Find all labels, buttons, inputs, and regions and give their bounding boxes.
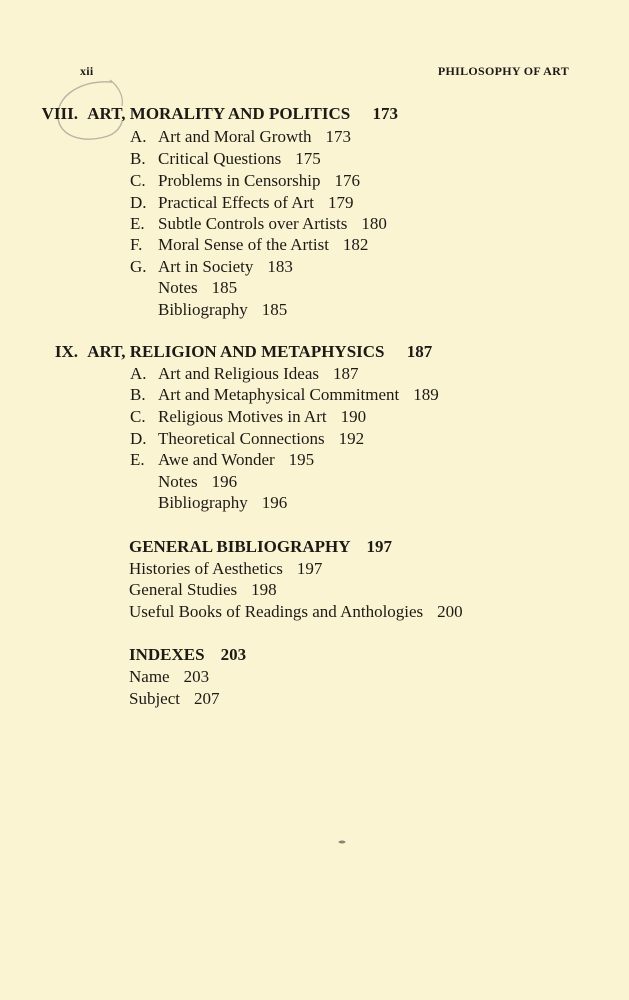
toc-entry: [130, 364, 359, 384]
toc-entry: [129, 602, 463, 622]
entry-letter: F.: [130, 235, 143, 254]
toc-entry: [130, 257, 293, 277]
entry-page: 176: [334, 171, 360, 190]
entry-page: 179: [327, 193, 354, 212]
toc-entry-bibliography: [158, 300, 287, 320]
toc-entry: [130, 149, 321, 169]
entry-title: Religious Motives in Art: [158, 407, 327, 426]
entry-title: Awe and Wonder: [158, 450, 275, 469]
section-page: 203: [220, 645, 247, 664]
entry-letter: D.: [130, 193, 147, 212]
entry-page: 182: [342, 235, 369, 254]
toc-entry: [129, 559, 322, 579]
section-title: GENERAL BIBLIOGRAPHY: [129, 537, 351, 556]
entry-letter: C.: [130, 171, 146, 190]
entry-title: Histories of Aesthetics: [129, 559, 283, 578]
entry-page: 203: [183, 667, 210, 686]
entry-letter: A.: [130, 127, 147, 146]
entry-page: 197: [296, 559, 323, 578]
running-head: [80, 64, 569, 79]
entry-page: 185: [261, 300, 288, 319]
entry-page: 187: [333, 364, 359, 383]
entry-letter: E.: [130, 214, 145, 233]
entry-page: 185: [211, 278, 238, 297]
entry-title: Theoretical Connections: [158, 429, 325, 448]
toc-entry-notes: [158, 278, 237, 298]
entry-title: Subject: [129, 689, 180, 708]
chapter-numeral: VIII.: [41, 104, 78, 123]
entry-letter: A.: [130, 364, 147, 383]
entry-page: 195: [288, 450, 315, 469]
entry-page: 190: [340, 407, 367, 426]
chapter-page: 173: [372, 104, 398, 123]
entry-title: Art in Society: [158, 257, 254, 276]
entry-page: 180: [361, 214, 387, 233]
entry-title: Bibliography: [158, 493, 248, 512]
entry-title: Art and Moral Growth: [158, 127, 312, 146]
page-number: xii: [80, 64, 94, 78]
toc-entry: [130, 450, 314, 470]
chapter-title: ART, RELIGION AND METAPHYSICS: [87, 342, 385, 361]
section-page: 197: [366, 537, 393, 556]
toc-entry: [130, 127, 351, 147]
entry-title: Moral Sense of the Artist: [158, 235, 329, 254]
entry-title: Critical Questions: [158, 149, 282, 168]
toc-entry: [130, 407, 366, 427]
entry-letter: B.: [130, 385, 146, 404]
entry-title: Art and Metaphysical Commitment: [158, 385, 400, 404]
entry-title: Art and Religious Ideas: [158, 364, 319, 383]
section-title: INDEXES: [129, 645, 205, 664]
entry-letter: D.: [130, 429, 147, 448]
entry-title: General Studies: [129, 580, 238, 599]
chapter-page: 187: [406, 342, 433, 361]
entry-page: 200: [437, 602, 463, 621]
entry-title: Notes: [158, 278, 198, 297]
entry-title: Notes: [158, 472, 198, 491]
entry-title: Bibliography: [158, 300, 248, 319]
toc-entry: [130, 214, 387, 234]
toc-entry: [130, 385, 439, 405]
entry-title: Useful Books of Readings and Anthologies: [129, 602, 424, 621]
toc-entry: [129, 667, 209, 687]
entry-page: 173: [325, 127, 351, 146]
toc-entry: [130, 193, 353, 213]
chapter-numeral: IX.: [54, 342, 78, 361]
entry-title: Subtle Controls over Artists: [158, 214, 348, 233]
entry-page: 192: [338, 429, 365, 448]
entry-title: Problems in Censorship: [158, 171, 321, 190]
entry-page: 207: [194, 689, 220, 708]
toc-entry: [130, 171, 360, 191]
toc-entry: [129, 580, 277, 600]
entry-letter: G.: [130, 257, 147, 276]
entry-page: 183: [267, 257, 293, 276]
toc-entry: [130, 429, 364, 449]
book-title: PHILOSOPHY OF ART: [437, 64, 569, 78]
toc-entry: [129, 689, 220, 709]
toc-entry: [130, 235, 368, 255]
entry-page: 189: [413, 385, 439, 404]
entry-letter: B.: [130, 149, 146, 168]
toc-entry-bibliography: [158, 493, 287, 513]
entry-title: Practical Effects of Art: [158, 193, 314, 212]
indexes-heading: [129, 645, 246, 665]
paper-speck: [338, 840, 346, 844]
general-bibliography-heading: [129, 537, 392, 557]
entry-page: 196: [261, 493, 288, 512]
chapter-heading: [30, 342, 432, 362]
chapter-title: ART, MORALITY AND POLITICS: [87, 104, 351, 123]
entry-page: 196: [211, 472, 238, 491]
entry-letter: C.: [130, 407, 146, 426]
entry-page: 175: [295, 149, 321, 168]
entry-letter: E.: [130, 450, 145, 469]
entry-page: 198: [251, 580, 277, 599]
toc-entry-notes: [158, 472, 237, 492]
chapter-heading: [30, 104, 398, 124]
entry-title: Name: [129, 667, 170, 686]
